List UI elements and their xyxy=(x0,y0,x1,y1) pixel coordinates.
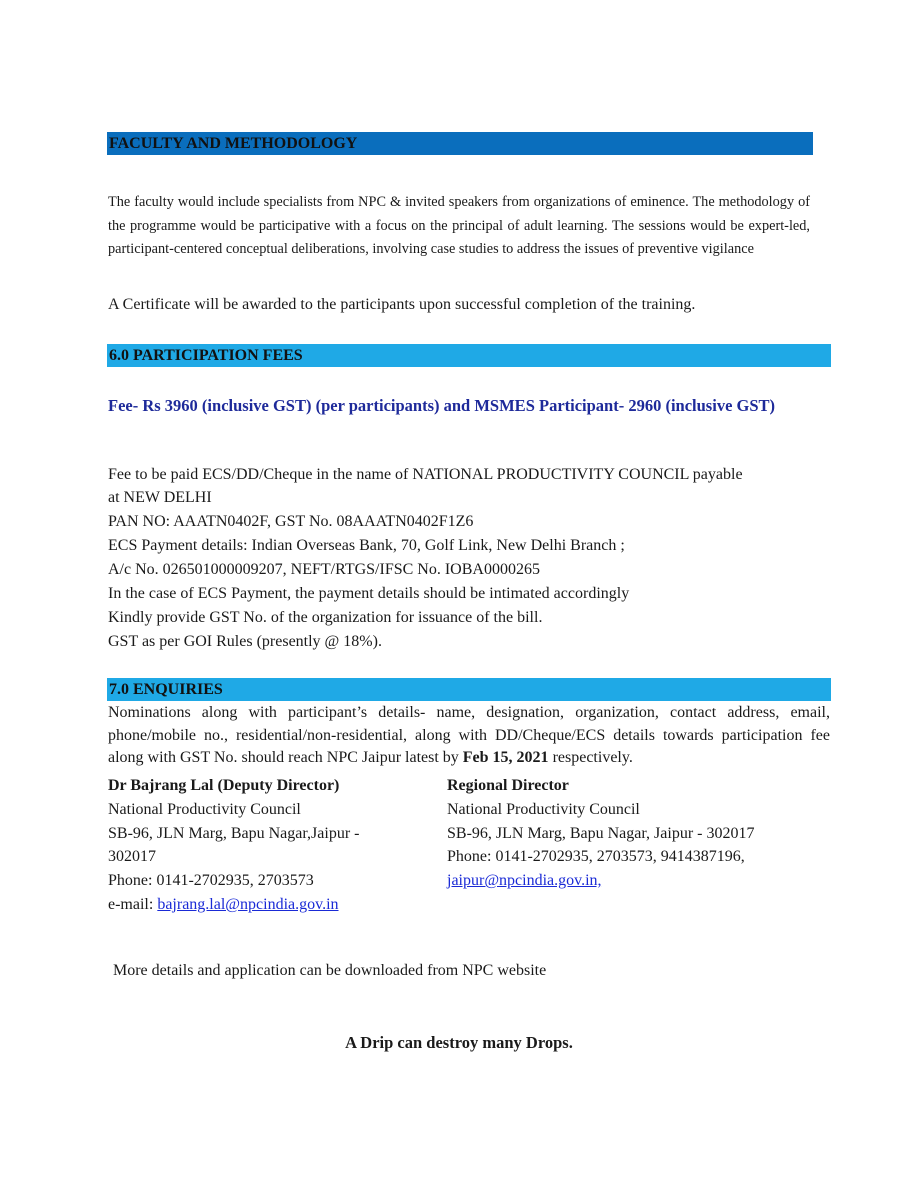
contact-address: SB-96, JLN Marg, Bapu Nagar,Jaipur - xyxy=(108,824,360,842)
ecs-bank-line: ECS Payment details: Indian Overseas Bank, 70, Golf Link, New Delhi Branch ; xyxy=(108,537,625,554)
enquiries-text: Nominations along with participant’s details- name, designation, organization, contact address, email, phone/mobile no., residential/non-residential, along with DD/Cheque/ECS details towards participation fee along with GST No. should reach NPC Jaipur latest by xyxy=(108,704,830,766)
faculty-body: The faculty would include specialists from NPC & invited speakers from organizations of eminence. The methodology of the programme would be participative with a focus on the principal of adult learning. The sessions would be expert-led, participant-centered conceptual deliberations, involving case studies to address the issues of preventive vigilance xyxy=(108,194,810,257)
contact-phone: Phone: 0141-2702935, 2703573, 9414387196, xyxy=(447,848,745,866)
enquiries-heading: 7.0 ENQUIRIES xyxy=(107,678,831,701)
payment-line: Kindly provide GST No. of the organization for issuance of the bill. xyxy=(108,609,543,626)
contact-address-pin: 302017 xyxy=(108,848,156,866)
email-link[interactable]: jaipur@npcindia.gov.in, xyxy=(447,872,602,890)
email-link[interactable]: bajrang.lal@npcindia.gov.in xyxy=(157,895,339,913)
certificate-note: A Certificate will be awarded to the participants upon successful completion of the training. xyxy=(108,296,696,313)
payment-line: at NEW DELHI xyxy=(108,489,212,506)
fees-heading: 6.0 PARTICIPATION FEES xyxy=(107,344,831,367)
contact-name: Regional Director xyxy=(447,777,569,794)
contact-address: SB-96, JLN Marg, Bapu Nagar, Jaipur - 302017 xyxy=(447,824,755,842)
payment-line: In the case of ECS Payment, the payment details should be intimated accordingly xyxy=(108,585,630,602)
enquiries-text-end: respectively. xyxy=(548,749,633,766)
account-line: A/c No. 026501000009207, NEFT/RTGS/IFSC No. IOBA0000265 xyxy=(108,561,540,578)
contact-phone: Phone: 0141-2702935, 2703573 xyxy=(108,872,314,890)
pan-gst-line: PAN NO: AAATN0402F, GST No. 08AAATN0402F1Z6 xyxy=(108,513,474,530)
enquiries-body xyxy=(108,702,830,770)
deadline-date: Feb 15, 2021 xyxy=(462,749,549,766)
gst-rule-line: GST as per GOI Rules (presently @ 18%). xyxy=(108,633,382,650)
contact-org: National Productivity Council xyxy=(108,800,301,818)
contact-right xyxy=(447,774,827,893)
email-label: e-mail: xyxy=(108,895,158,913)
faculty-heading: FACULTY AND METHODOLOGY xyxy=(107,132,813,155)
contact-name: Dr Bajrang Lal (Deputy Director) xyxy=(108,777,340,794)
payment-line: Fee to be paid ECS/DD/Cheque in the name of NATIONAL PRODUCTIVITY COUNCIL payable xyxy=(108,466,743,483)
more-details-note: More details and application can be downloaded from NPC website xyxy=(113,962,547,979)
contact-email-row xyxy=(108,893,428,917)
contact-org: National Productivity Council xyxy=(447,800,640,818)
contact-left xyxy=(108,774,428,917)
fee-amount: Fee- Rs 3960 (inclusive GST) (per participants) and MSMES Participant- 2960 (inclusive GST) xyxy=(108,396,776,415)
motto: A Drip can destroy many Drops. xyxy=(345,1033,573,1052)
